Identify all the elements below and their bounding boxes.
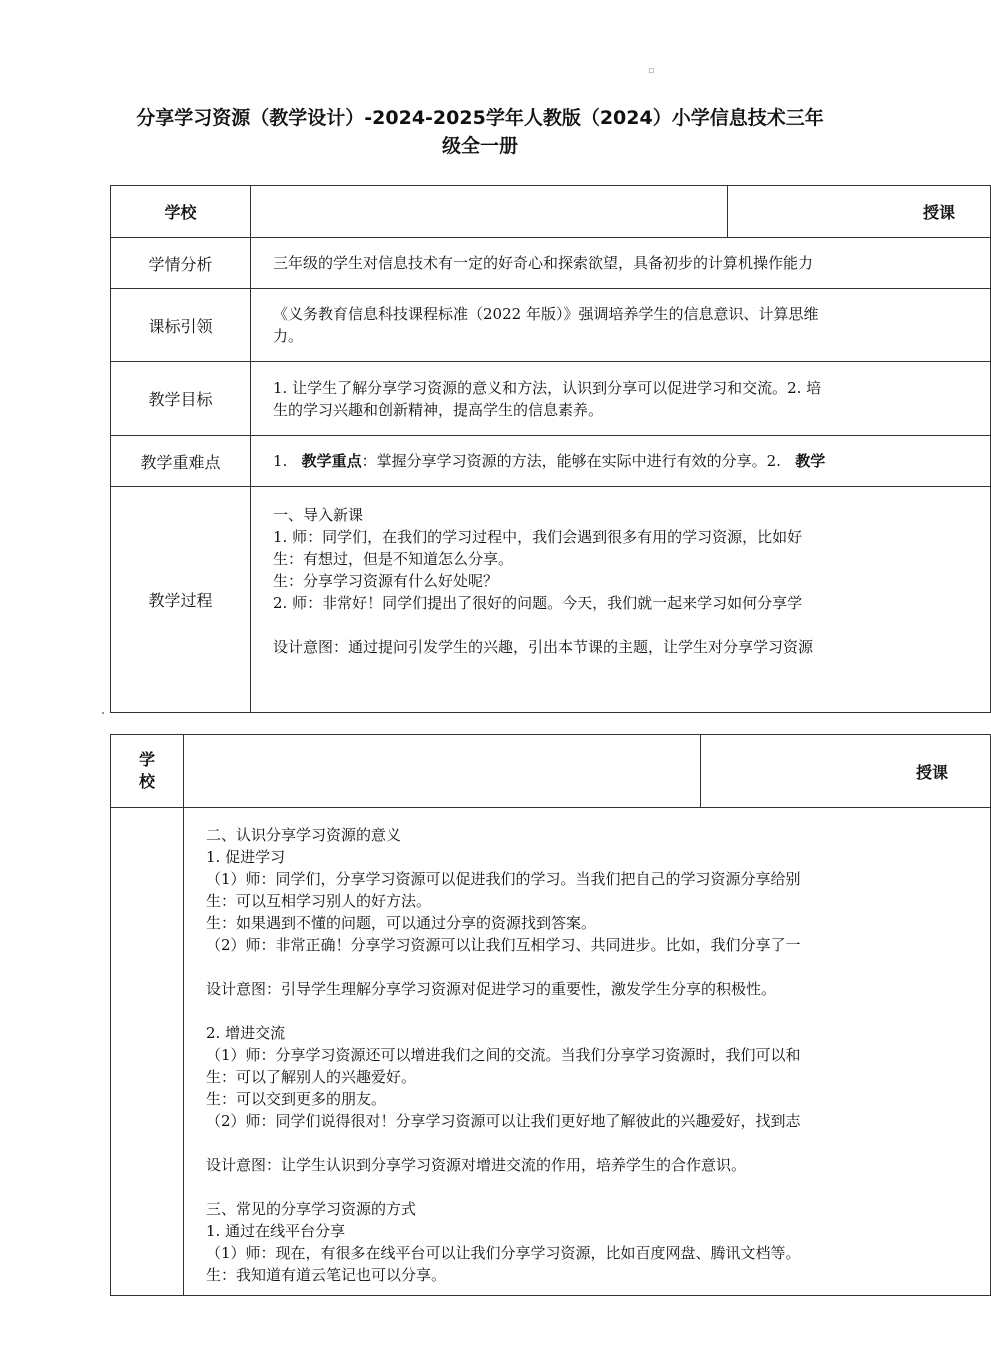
keypoints-content xyxy=(251,436,991,487)
school-label-char-1: 学 xyxy=(138,750,155,769)
table-row-analysis xyxy=(111,238,991,289)
process-line: 生：可以互相学习别人的好方法。 xyxy=(206,892,432,910)
goals-line-1: 1. 让学生了解分享学习资源的意义和方法，认识到分享可以促进学习和交流。2. 培 xyxy=(273,378,822,397)
process-line: 生：我知道有道云笔记也可以分享。 xyxy=(206,1266,447,1284)
process-line: （1）师：同学们，分享学习资源可以促进我们的学习。当我们把自己的学习资源分享给别 xyxy=(206,870,801,888)
table-row-header xyxy=(111,186,991,238)
teach-label: 授课 xyxy=(728,186,991,238)
process-label: 教学过程 xyxy=(111,487,251,713)
process-line: 2. 增进交流 xyxy=(206,1024,286,1042)
keypoints-text-1: ：掌握分享学习资源的方法，能够在实际中进行有效的分享。2. xyxy=(361,452,781,470)
process-line: 生：可以交到更多的朋友。 xyxy=(206,1090,387,1108)
page-break-mark xyxy=(102,712,104,714)
table-row-process xyxy=(111,487,991,713)
process-line: 二、认识分享学习资源的意义 xyxy=(206,826,402,844)
lesson-table-1 xyxy=(110,185,991,713)
analysis-text: 三年级的学生对信息技术有一定的好奇心和探索欲望，具备初步的计算机操作能力 xyxy=(273,254,814,272)
process-line: 设计意图：通过提问引发学生的兴趣，引出本节课的主题，让学生对分享学习资源 xyxy=(273,638,814,656)
school-value-cell xyxy=(251,186,728,238)
process-line: （1）师：现在，有很多在线平台可以让我们分享学习资源，比如百度网盘、腾讯文档等。 xyxy=(206,1244,801,1262)
document-title xyxy=(60,104,900,160)
keypoints-num-1: 1. xyxy=(273,452,288,470)
table-row-keypoints xyxy=(111,436,991,487)
table-row-process-cont xyxy=(111,808,991,1296)
process-line: 三、常见的分享学习资源的方式 xyxy=(206,1200,417,1218)
title-line-2: 级全一册 xyxy=(441,135,518,157)
title-line-1: 分享学习资源（教学设计）-2024-2025学年人教版（2024）小学信息技术三年 xyxy=(136,107,824,129)
process-line: 设计意图：引导学生理解分享学习资源对促进学习的重要性，激发学生分享的积极性。 xyxy=(206,980,777,998)
process-line: 设计意图：让学生认识到分享学习资源对增进交流的作用，培养学生的合作意识。 xyxy=(206,1156,747,1174)
process-line: 生：分享学习资源有什么好处呢？ xyxy=(273,572,499,590)
school-label xyxy=(111,735,184,808)
process-blank-line xyxy=(206,1000,990,1022)
process-line: 1. 师：同学们，在我们的学习过程中，我们会遇到很多有用的学习资源，比如好 xyxy=(273,528,803,546)
process-blank-line xyxy=(206,1176,990,1198)
process-line: 1. 促进学习 xyxy=(206,848,286,866)
standard-label: 课标引领 xyxy=(111,289,251,362)
table-row-goals xyxy=(111,362,991,436)
process-blank-line xyxy=(273,614,990,636)
table-row-standard xyxy=(111,289,991,362)
process-line: 生：可以了解别人的兴趣爱好。 xyxy=(206,1068,417,1086)
table-row-header xyxy=(111,735,991,808)
lesson-table-2 xyxy=(110,734,991,1296)
analysis-content xyxy=(251,238,991,289)
goals-line-2: 生的学习兴趣和创新精神，提高学生的信息素养。 xyxy=(273,400,604,419)
teach-label: 授课 xyxy=(701,735,991,808)
process-label-empty xyxy=(111,808,184,1296)
process-line: 2. 师：非常好！同学们提出了很好的问题。今天，我们就一起来学习如何分享学 xyxy=(273,594,803,612)
process-blank-line xyxy=(206,956,990,978)
goals-content xyxy=(251,362,991,436)
process-line: （2）师：非常正确！分享学习资源可以让我们互相学习、共同进步。比如，我们分享了一 xyxy=(206,936,801,954)
standard-line-1: 《义务教育信息科技课程标准（2022 年版）》强调培养学生的信息意识、计算思维 xyxy=(273,305,819,323)
process-blank-line xyxy=(206,1132,990,1154)
school-label: 学校 xyxy=(111,186,251,238)
process-line: 生：如果遇到不懂的问题，可以通过分享的资源找到答案。 xyxy=(206,914,597,932)
standard-line-2: 力。 xyxy=(273,327,304,345)
process-content-cont xyxy=(184,808,991,1296)
school-value-cell xyxy=(184,735,701,808)
standard-content xyxy=(251,289,991,362)
analysis-label: 学情分析 xyxy=(111,238,251,289)
process-line: 生：有想过，但是不知道怎么分享。 xyxy=(273,550,514,568)
goals-label: 教学目标 xyxy=(111,362,251,436)
keypoints-bold-2: 教学 xyxy=(795,452,826,470)
process-line: （2）师：同学们说得很对！分享学习资源可以让我们更好地了解彼此的兴趣爱好，找到志 xyxy=(206,1112,801,1130)
process-content xyxy=(251,487,991,713)
process-line: （1）师：分享学习资源还可以增进我们之间的交流。当我们分享学习资源时，我们可以和 xyxy=(206,1046,801,1064)
process-line: 一、导入新课 xyxy=(273,506,364,524)
school-label-char-2: 校 xyxy=(138,772,155,791)
keypoints-bold-1: 教学重点 xyxy=(301,452,362,470)
page-mark: ▫ xyxy=(648,66,655,76)
keypoints-label: 教学重难点 xyxy=(111,436,251,487)
process-line: 1. 通过在线平台分享 xyxy=(206,1222,346,1240)
